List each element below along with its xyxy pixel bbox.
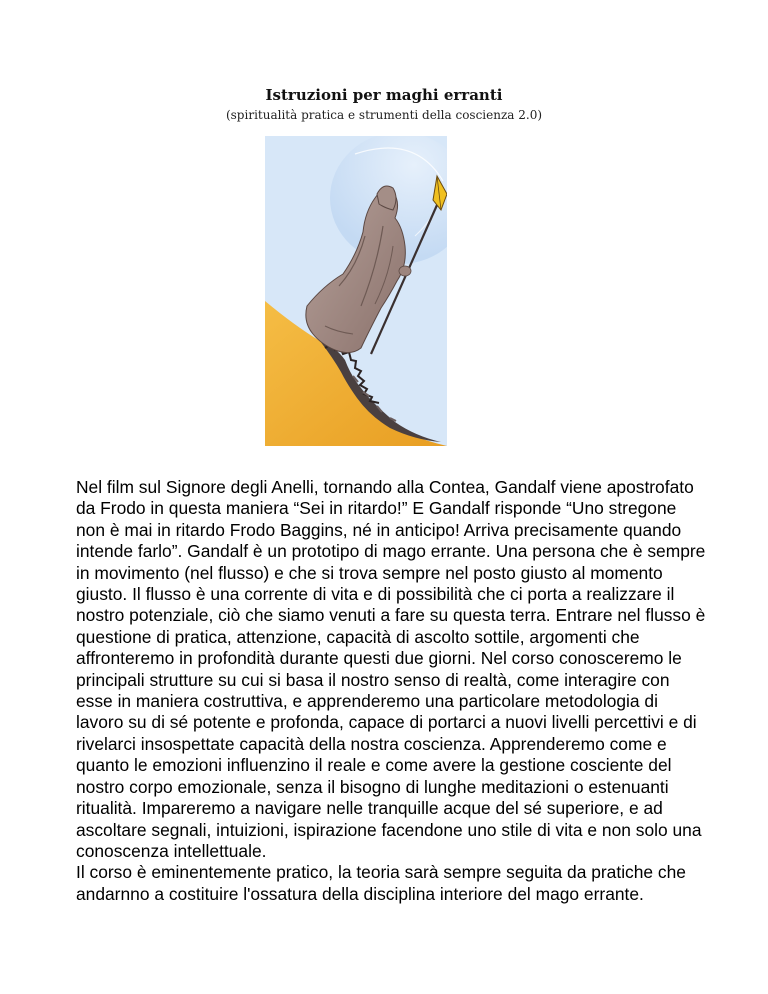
paragraph-intro: Nel film sul Signore degli Anelli, tornando alla Contea, Gandalf viene apostrofato da Frodo in questa maniera “Sei in ritardo!” E Gandalf risponde “Uno stregone non è mai in ritardo Frodo Baggins, né in anticipo! Arriva precisamente quando intende farlo”. Gandalf è un prototipo di mago errante. Una persona che è sempre in movimento (nel flusso) e che si trova sempre nel posto giusto al momento giusto. Il flusso è una corrente di vita e di possibilità che ci porta a realizzare il nostro potenziale, ciò che siamo venuti a fare su questa terra. Entrare nel flusso è questione di pratica, attenzione, capacità di ascolto sottile, argomenti che affronteremo in profondità durante questi due giorni. Nel corso conosceremo le principali strutture su cui si basa il nostro senso di realtà, come interagire con esse in maniera costruttiva, e apprenderemo una particolare metodologia di lavoro su di sé potente e profonda, capace di portarci a nuovi livelli percettivi e di rivelarci insospettate capacità della nostra coscienza. Apprenderemo come e quanto le emozioni influenzino il reale e come avere la gestione cosciente del nostro corpo emozionale, senza il bisogno di lunghe meditazioni o estenuanti ritualità. Impareremo a navigare nelle tranquille acque del sé superiore, e ad ascoltare segnali, intuizioni, ispirazione facendone uno stile di vita e non solo una conoscenza intellettuale.	[76, 477, 706, 861]
document-title: Istruzioni per maghi erranti	[265, 86, 503, 104]
paragraph-course: Il corso è eminentemente pratico, la teoria sarà sempre seguita da pratiche che andarnno a costituire l'ossatura della disciplina interiore del mago errante.	[76, 862, 686, 904]
wandering-wizard-illustration	[265, 136, 447, 446]
body-text	[76, 477, 706, 905]
document-subtitle: (spiritualità pratica e strumenti della coscienza 2.0)	[225, 108, 543, 122]
